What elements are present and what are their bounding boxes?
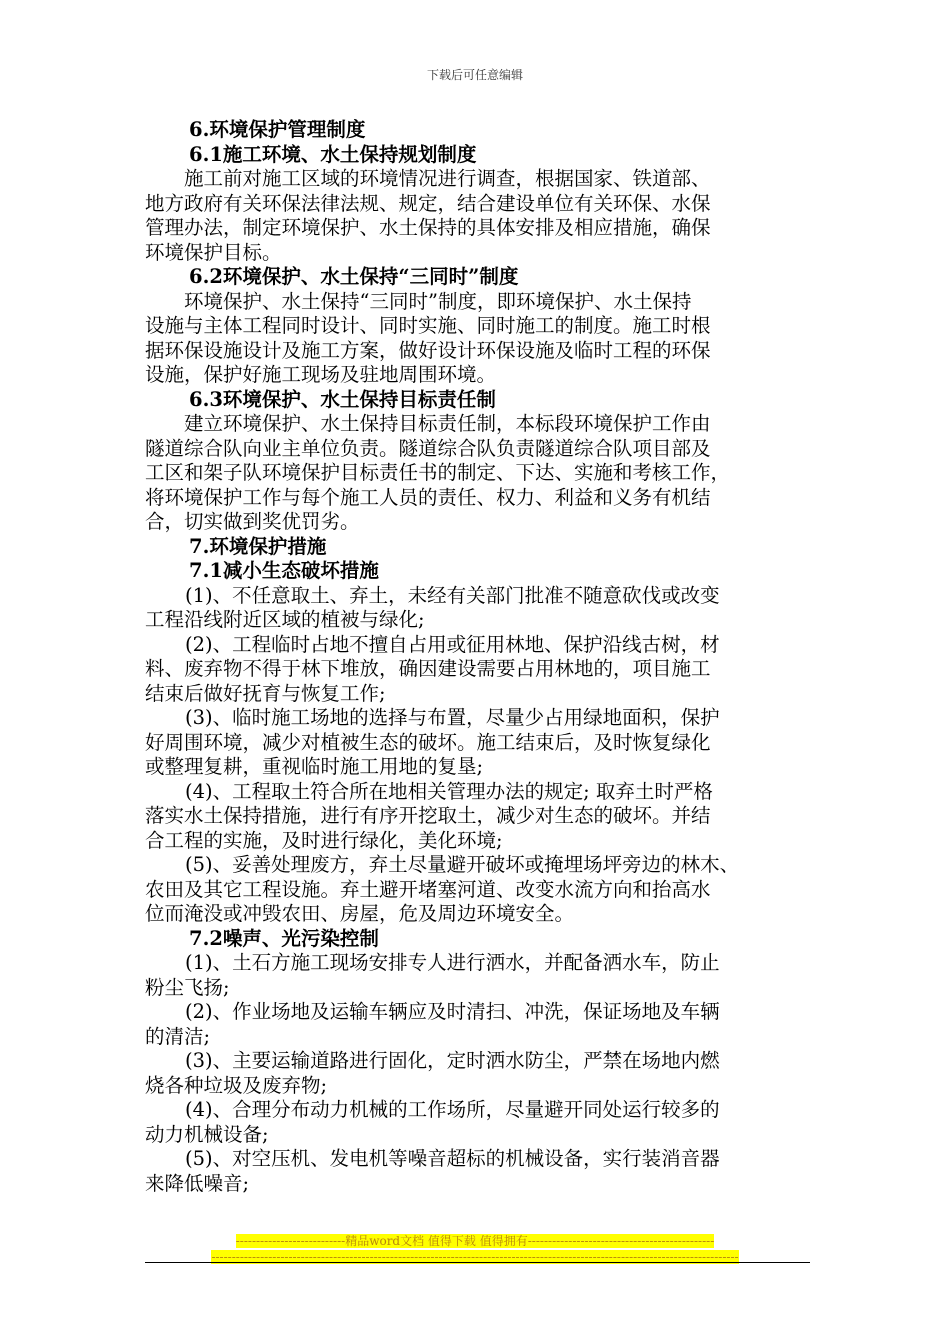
paragraph-line: (5)、妥善处理废方，弃土尽量避开破坏或掩埋场坪旁边的林木、 [185, 853, 740, 876]
paragraph-line: (5)、对空压机、发电机等噪音超标的机械设备，实行装消音器 [185, 1147, 720, 1170]
paragraph-line: 结束后做好抚育与恢复工作; [145, 681, 386, 705]
paragraph-line: 好周围环境，减少对植被生态的破坏。施工结束后，及时恢复绿化 [145, 730, 711, 754]
paragraph-line: (1)、土石方施工现场安排专人进行洒水，并配备洒水车，防止 [185, 951, 720, 974]
section-heading: 7.环境保护措施 [189, 534, 327, 558]
paragraph-line: 建立环境保护、水土保持目标责任制，本标段环境保护工作由 [184, 412, 711, 435]
paragraph-line: 将环境保护工作与每个施工人员的责任、权力、利益和义务有机结 [145, 485, 711, 509]
paragraph-line: 工区和架子队环境保护目标责任书的制定、下达、实施和考核工作， [145, 461, 731, 484]
paragraph-line: 环境保护、水土保持“三同时”制度，即环境保护、水土保持 [184, 289, 692, 313]
paragraph-line: 工程沿线附近区域的植被与绿化; [145, 608, 425, 631]
paragraph-line: 来降低噪音; [145, 1171, 250, 1195]
paragraph-line: 位而淹没或冲毁农田、房屋，危及周边环境安全。 [145, 902, 575, 925]
paragraph-line: 或整理复耕，重视临时施工用地的复垦; [145, 755, 484, 778]
paragraph-line: (1)、不任意取土、弃土，未经有关部门批准不随意砍伐或改变 [185, 583, 720, 607]
paragraph-line: 隧道综合队向业主单位负责。隧道综合队负责隧道综合队项目部及 [145, 436, 711, 460]
paragraph-line: 环境保护目标。 [145, 240, 282, 264]
section-heading: 7.1减小生态破坏措施 [189, 559, 379, 582]
paragraph-line: (3)、主要运输道路进行固化，定时洒水防尘，严禁在场地内燃 [185, 1049, 720, 1072]
section-heading: 7.2噪声、光污染控制 [189, 926, 379, 950]
paragraph-line: 管理办法，制定环境保护、水土保持的具体安排及相应措施，确保 [145, 216, 711, 239]
paragraph-line: (2)、工程临时占地不擅自占用或征用林地、保护沿线古树，材 [185, 632, 720, 656]
paragraph-line: (4)、合理分布动力机械的工作场所，尽量避开同处运行较多的 [185, 1098, 720, 1121]
paragraph-line: 烧各种垃圾及废弃物; [145, 1073, 328, 1097]
header-note: 下载后可任意编辑 [426, 68, 523, 82]
paragraph-line: 粉尘飞扬; [145, 975, 230, 999]
paragraph-line: 合，切实做到奖优罚劣。 [145, 510, 360, 533]
paragraph-line: 的清洁; [145, 1024, 211, 1048]
footer-rule [145, 1262, 810, 1263]
paragraph-line: 落实水土保持措施，进行有序开挖取土，减少对生态的破坏。并结 [145, 804, 711, 827]
paragraph-line: 动力机械设备; [145, 1122, 269, 1146]
paragraph-line: 地方政府有关环保法律法规、规定，结合建设单位有关环保、水保 [145, 191, 711, 215]
paragraph-line: 料、废弃物不得于林下堆放，确因建设需要占用林地的，项目施工 [145, 657, 711, 680]
paragraph-line: (3)、临时施工场地的选择与布置，尽量少占用绿地面积，保护 [185, 706, 720, 729]
paragraph-line: 农田及其它工程设施。弃土避开堵塞河道、改变水流方向和抬高水 [145, 877, 711, 901]
paragraph-line: 合工程的实施，及时进行绿化，美化环境; [145, 828, 503, 852]
section-heading: 6.2环境保护、水土保持“三同时”制度 [189, 265, 519, 288]
section-heading: 6.环境保护管理制度 [189, 118, 366, 141]
paragraph-line: 据环保设施设计及施工方案，做好设计环保设施及临时工程的环保 [145, 338, 711, 362]
paragraph-line: 设施与主体工程同时设计、同时实施、同时施工的制度。施工时根 [145, 314, 711, 337]
document-body [145, 118, 810, 1196]
section-heading: 6.1施工环境、水土保持规划制度 [189, 142, 477, 166]
paragraph-line: 施工前对施工区域的环境情况进行调查，根据国家、铁道部、 [184, 167, 711, 190]
footer-dash-text: ---------------------------------------------------------------------------------------------------------------------------------- [211, 1250, 739, 1264]
paragraph-line: 设施，保护好施工现场及驻地周围环境。 [145, 363, 497, 386]
footer-banner-text: ---------------------------精品word文档 值得下载 值得拥有---------------------------------------------- [235, 1234, 715, 1248]
paragraph-line: (4)、工程取土符合所在地相关管理办法的规定; 取弃土时严格 [185, 779, 713, 803]
paragraph-line: (2)、作业场地及运输车辆应及时清扫、冲洗，保证场地及车辆 [185, 1000, 720, 1023]
section-heading: 6.3环境保护、水土保持目标责任制 [189, 387, 496, 411]
